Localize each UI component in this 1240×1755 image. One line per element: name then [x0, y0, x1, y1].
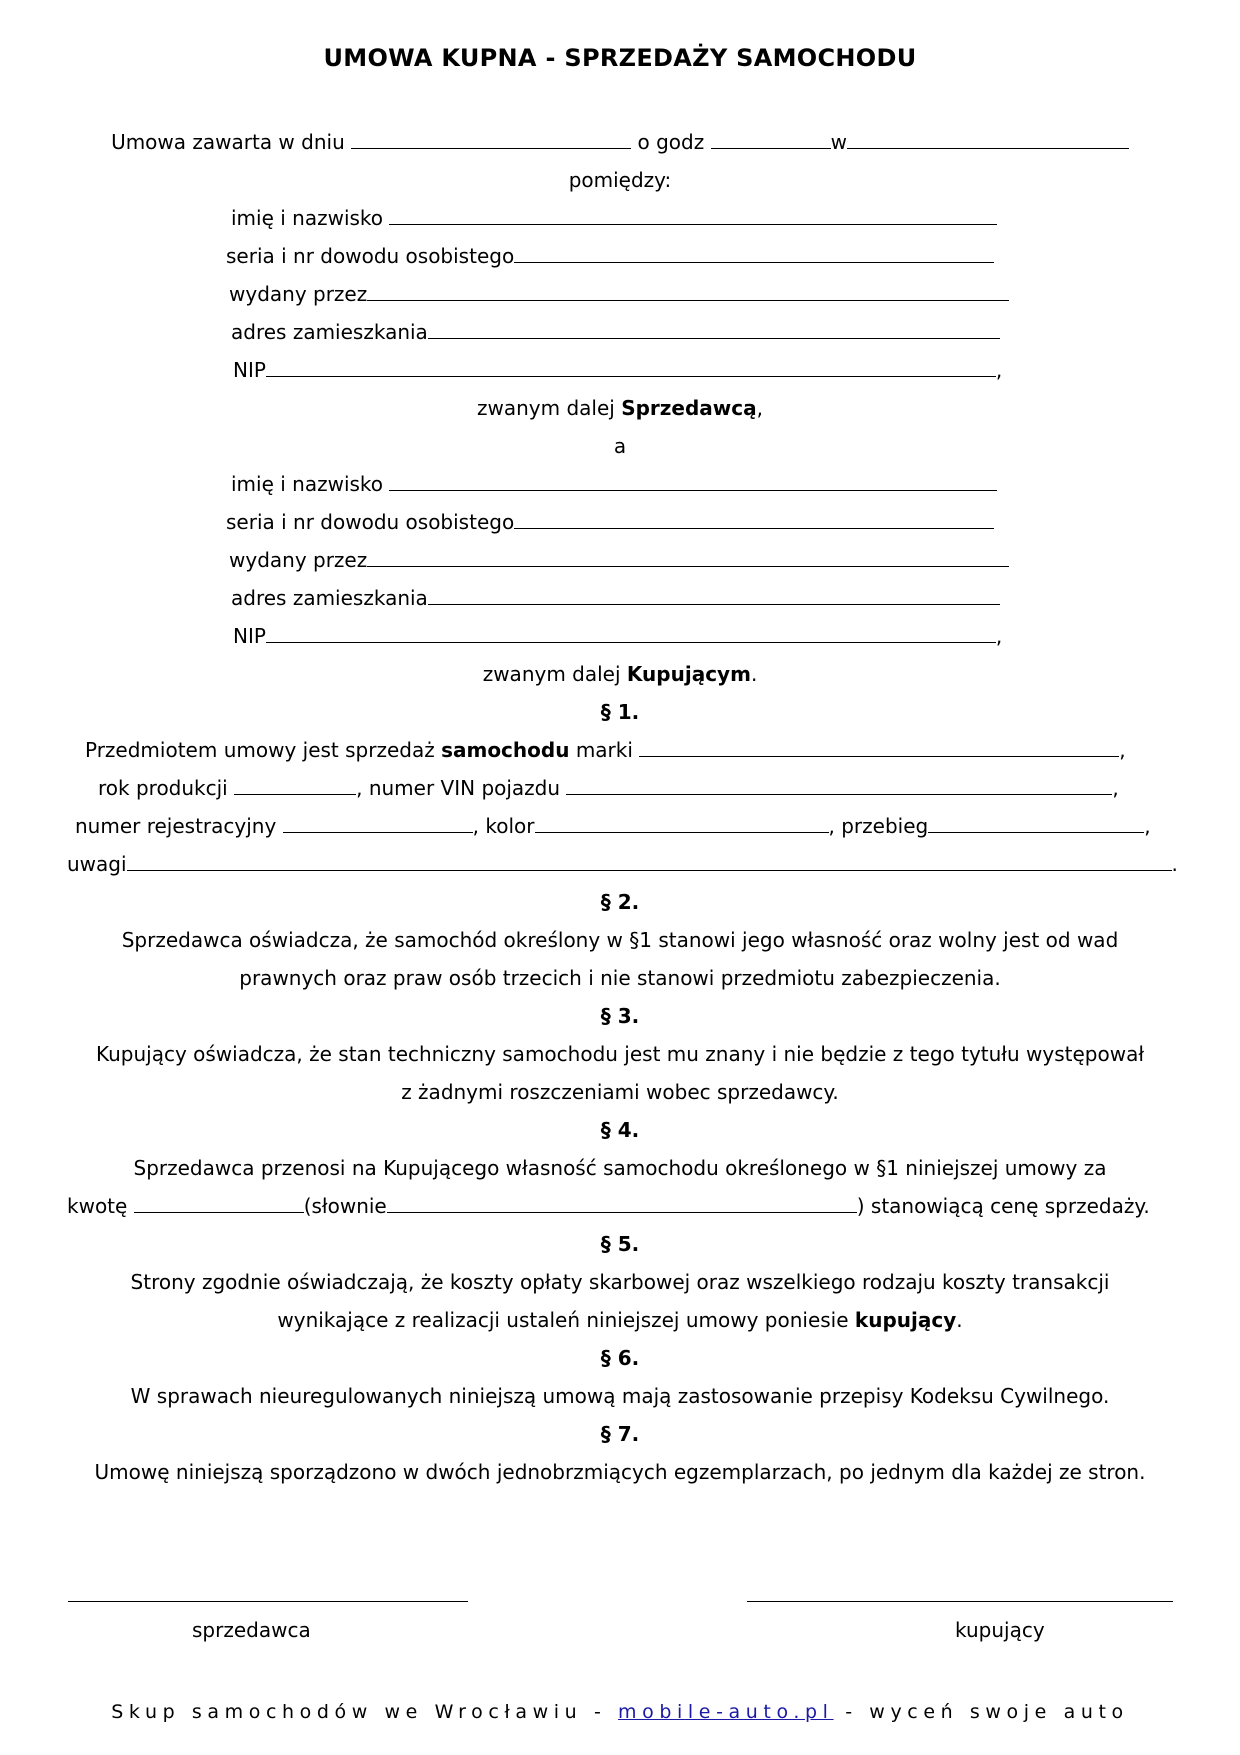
vehicle-year-vin-row: rok produkcji , numer VIN pojazdu , — [98, 776, 1119, 800]
place-field[interactable] — [847, 130, 1129, 149]
seller-signature-label: sprzedawca — [192, 1618, 311, 1642]
seller-role-line: zwanym dalej Sprzedawcą, — [477, 396, 763, 420]
section-4-line-1: Sprzedawca przenosi na Kupującego własność samochodu określonego w §1 niniejszej umowy za — [133, 1156, 1107, 1180]
seller-id-row: seria i nr dowodu osobistego — [226, 244, 994, 268]
section-3-line-2: z żadnymi roszczeniami wobec sprzedawcy. — [401, 1080, 839, 1104]
seller-id-field[interactable] — [514, 244, 994, 263]
section-4-heading: § 4. — [600, 1118, 640, 1142]
footer: Skup samochodów we Wrocławiu - mobile-auto.pl - wyceń swoje auto — [111, 1701, 1129, 1723]
buyer-nip-row: NIP , — [233, 624, 1003, 648]
date-field[interactable] — [351, 130, 631, 149]
make-field[interactable] — [639, 738, 1119, 757]
year-field[interactable] — [234, 776, 356, 795]
section-2-line-1: Sprzedawca oświadcza, że samochód określony w §1 stanowi jego własność oraz wolny jest od wad — [121, 928, 1119, 952]
buyer-name-row: imię i nazwisko — [231, 472, 997, 496]
and-word: a — [613, 434, 627, 458]
seller-address-row: adres zamieszkania — [231, 320, 1000, 344]
seller-issued-row: wydany przez — [229, 282, 1009, 306]
section-6-line-1: W sprawach nieuregulowanych niniejszą umową mają zastosowanie przepisy Kodeksu Cywilnego. — [130, 1384, 1110, 1408]
buyer-id-row: seria i nr dowodu osobistego — [226, 510, 994, 534]
mileage-field[interactable] — [928, 814, 1144, 833]
buyer-role-line: zwanym dalej Kupującym. — [482, 662, 758, 686]
vehicle-notes-row: uwagi . — [67, 852, 1178, 876]
buyer-id-field[interactable] — [514, 510, 994, 529]
seller-signature-line[interactable] — [68, 1601, 468, 1602]
notes-field[interactable] — [127, 852, 1172, 871]
seller-issued-field[interactable] — [367, 282, 1009, 301]
buyer-issued-row: wydany przez — [229, 548, 1009, 572]
between-line: pomiędzy: — [568, 168, 672, 192]
section-7-line-1: Umowę niniejszą sporządzono w dwóch jednobrzmiących egzemplarzach, po jednym dla każdej ze stron. — [94, 1460, 1146, 1484]
seller-address-field[interactable] — [428, 320, 1000, 339]
buyer-name-field[interactable] — [389, 472, 997, 491]
section-5-line-1: Strony zgodnie oświadczają, że koszty opłaty skarbowej oraz wszelkiego rodzaju koszty transakcji — [130, 1270, 1110, 1294]
color-field[interactable] — [535, 814, 829, 833]
section-2-heading: § 2. — [600, 890, 640, 914]
vin-field[interactable] — [566, 776, 1112, 795]
buyer-issued-field[interactable] — [367, 548, 1009, 567]
vehicle-reg-row: numer rejestracyjny , kolor , przebieg , — [75, 814, 1151, 838]
amount-field[interactable] — [134, 1194, 304, 1213]
buyer-signature-line[interactable] — [747, 1601, 1173, 1602]
buyer-nip-field[interactable] — [266, 624, 996, 643]
amount-words-field[interactable] — [387, 1194, 857, 1213]
section-5-heading: § 5. — [600, 1232, 640, 1256]
section-6-heading: § 6. — [600, 1346, 640, 1370]
buyer-address-field[interactable] — [428, 586, 1000, 605]
section-1-heading: § 1. — [600, 700, 640, 724]
section-3-heading: § 3. — [600, 1004, 640, 1028]
price-row: kwotę (słownie ) stanowiącą cenę sprzedaży. — [67, 1194, 1150, 1218]
seller-nip-row: NIP , — [233, 358, 1003, 382]
section-5-line-2: wynikające z realizacji ustaleń niniejszej umowy poniesie kupujący. — [277, 1308, 963, 1332]
seller-name-field[interactable] — [389, 206, 997, 225]
section-7-heading: § 7. — [600, 1422, 640, 1446]
registration-field[interactable] — [283, 814, 473, 833]
intro-line: Umowa zawarta w dniu o godz w — [0, 130, 1240, 154]
seller-name-row: imię i nazwisko — [231, 206, 997, 230]
footer-link[interactable]: mobile-auto.pl — [618, 1701, 834, 1723]
time-field[interactable] — [711, 130, 831, 149]
buyer-signature-label: kupujący — [955, 1618, 1045, 1642]
section-3-line-1: Kupujący oświadcza, że stan techniczny samochodu jest mu znany i nie będzie z tego tytułu występował — [95, 1042, 1145, 1066]
document-title: UMOWA KUPNA - SPRZEDAŻY SAMOCHODU — [323, 44, 917, 72]
vehicle-make-row: Przedmiotem umowy jest sprzedaż samochodu marki , — [85, 738, 1126, 762]
buyer-address-row: adres zamieszkania — [231, 586, 1000, 610]
seller-nip-field[interactable] — [266, 358, 996, 377]
section-2-line-2: prawnych oraz praw osób trzecich i nie stanowi przedmiotu zabezpieczenia. — [239, 966, 1001, 990]
